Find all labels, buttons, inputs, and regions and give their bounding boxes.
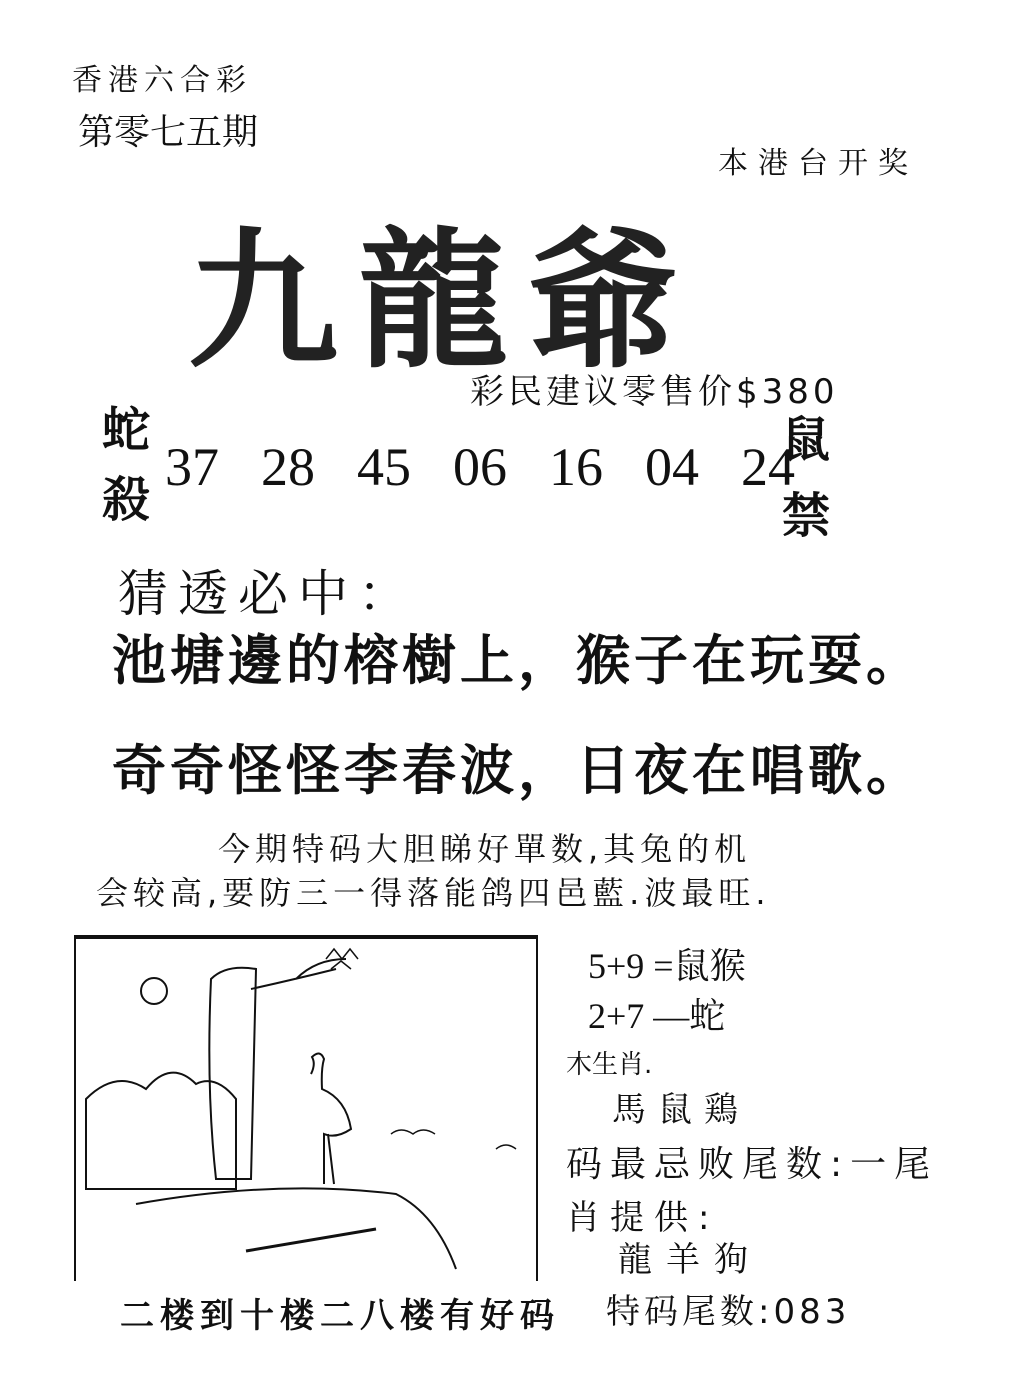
clouds <box>391 1130 516 1149</box>
provide-label: 肖提供: <box>566 1198 720 1238</box>
moon-shape <box>141 978 167 1004</box>
brand-name: 香港六合彩 <box>72 63 252 98</box>
page-title: 九龍爺 <box>188 213 699 389</box>
retail-price: 彩民建议零售价$380 <box>470 372 839 412</box>
illustration-drawing <box>76 939 536 1281</box>
zodiac-value: 馬鼠鶏 <box>612 1090 750 1130</box>
bamboo-stick <box>246 1229 376 1251</box>
cliff-edge <box>136 1188 456 1269</box>
riddle-line-1: 池塘邊的榕樹上，猴子在玩耍。 <box>112 628 924 692</box>
pine-needles <box>326 949 358 969</box>
riddle-label: 猜透必中： <box>118 565 418 623</box>
ban-label: 禁 <box>782 488 831 544</box>
pick-number: 16 <box>549 437 603 497</box>
pine-branch <box>251 959 346 989</box>
rock-hills <box>86 1073 236 1189</box>
provide-value: 龍羊狗 <box>618 1240 762 1280</box>
pick-number: 45 <box>357 437 411 497</box>
pick-number: 06 <box>453 437 507 497</box>
pick-number: 04 <box>645 437 699 497</box>
illustration-caption: 二楼到十楼二八楼有好码 <box>120 1296 560 1336</box>
number-list <box>165 436 795 498</box>
pine-trunk <box>209 968 256 1179</box>
issue-number: 第零七五期 <box>78 112 259 152</box>
pick-number: 28 <box>261 437 315 497</box>
crane-pine-illustration <box>74 935 538 1281</box>
draw-source: 本港台开奖 <box>718 146 918 181</box>
special-tail-numbers: 特码尾数:083 <box>606 1292 851 1332</box>
equation-2: 2+7 —蛇 <box>588 996 726 1036</box>
ban-zodiac: 鼠 <box>782 412 831 468</box>
equation-1: 5+9 =鼠猴 <box>588 946 746 986</box>
hint-line-2: 会较高,要防三一得落能鸽四邑藍.波最旺. <box>96 874 771 912</box>
riddle-line-2: 奇奇怪怪李春波，日夜在唱歌。 <box>112 738 924 802</box>
zodiac-label: 木生肖. <box>566 1050 653 1080</box>
pick-number: 24 <box>741 437 795 497</box>
crane-figure <box>311 1053 351 1184</box>
pick-number: 37 <box>165 437 219 497</box>
avoid-tail-number: 码最忌败尾数:一尾 <box>566 1144 939 1185</box>
kill-zodiac: 蛇 <box>102 402 151 458</box>
kill-label: 殺 <box>102 472 151 528</box>
hint-line-1: 今期特码大胆睇好單数,其兔的机 <box>218 830 752 868</box>
